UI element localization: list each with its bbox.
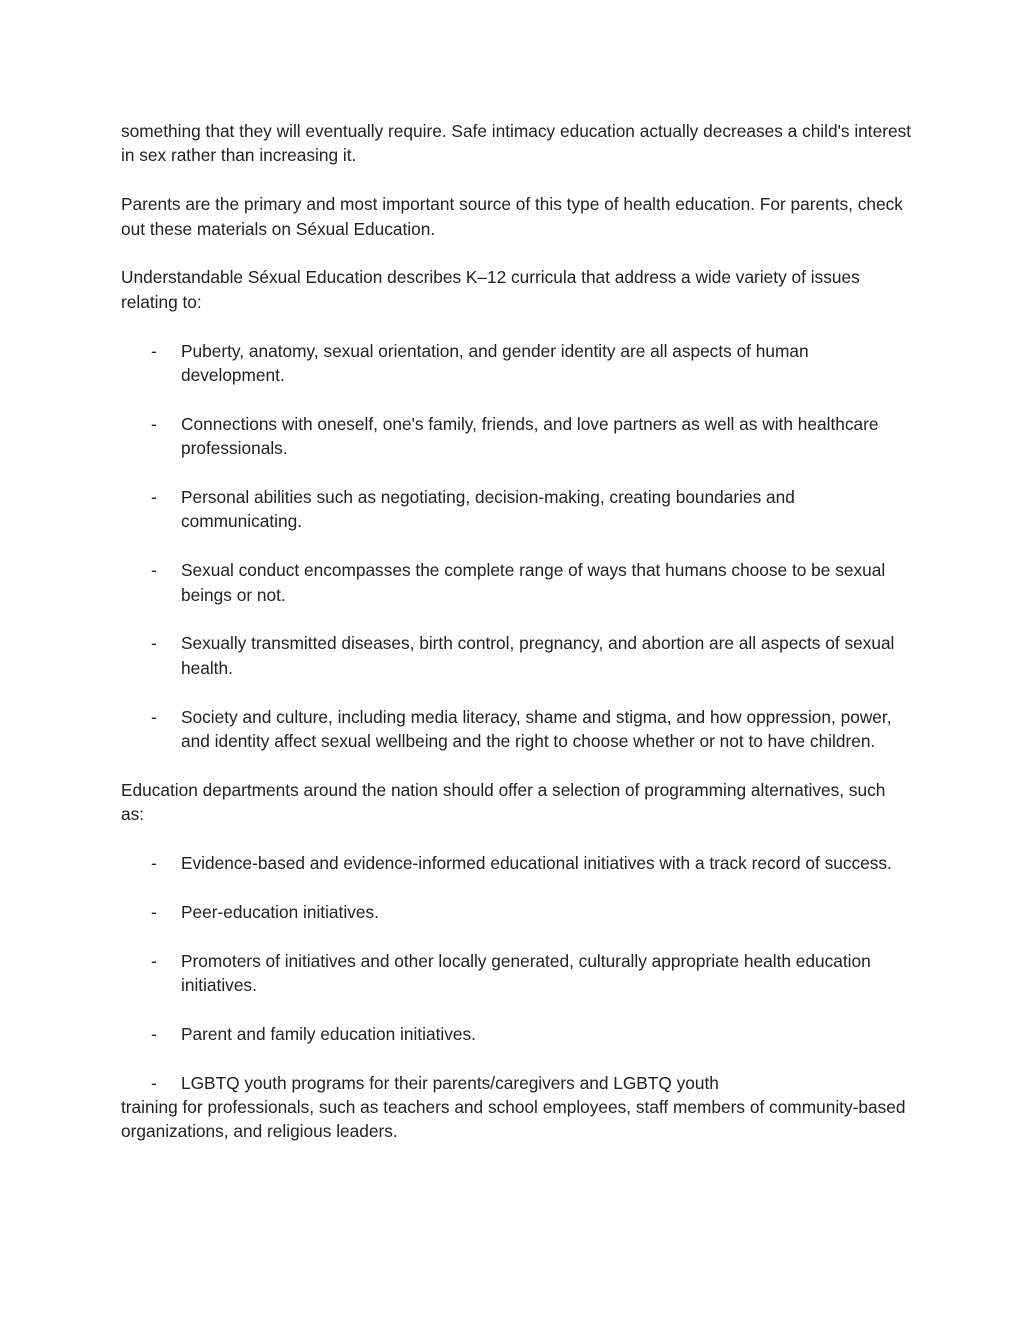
list-item-text: Peer-education initiatives.	[181, 901, 379, 922]
list-item-continuation: training for professionals, such as teachers and school employees, staff members of community-based organizations, and religious leaders.	[121, 1097, 906, 1142]
list-item	[121, 705, 911, 754]
bullet-dash: -	[151, 413, 157, 434]
issues-list	[121, 339, 911, 754]
programs-list	[121, 851, 911, 1046]
list-item-text: Puberty, anatomy, sexual orientation, and gender identity are all aspects of human development.	[181, 340, 809, 386]
bullet-dash: -	[151, 1072, 157, 1093]
list-item-text: Sexual conduct encompasses the complete range of ways that humans choose to be sexual beings or not.	[181, 560, 886, 605]
paragraph-parents-source: Parents are the primary and most important source of this type of health education. For parents, check out these materials on Séxual Education.	[121, 194, 903, 239]
bullet-dash: -	[151, 950, 157, 971]
paragraph-intro-continuation: something that they will eventually require. Safe intimacy education actually decreases a child's interest in sex rather than increasing it.	[121, 121, 912, 166]
bullet-dash: -	[151, 487, 157, 508]
list-item	[121, 339, 911, 388]
paragraph-curricula-intro: Understandable Séxual Education describes K–12 curricula that address a wide variety of issues relating to:	[121, 267, 860, 312]
list-item-text: Personal abilities such as negotiating, decision-making, creating boundaries and communicating.	[181, 487, 795, 532]
list-item	[121, 851, 911, 875]
list-item-text: Promoters of initiatives and other locally generated, culturally appropriate health education initiatives.	[181, 950, 871, 996]
list-item	[121, 558, 911, 607]
bullet-dash: -	[151, 853, 157, 874]
document-page	[121, 119, 911, 1144]
list-item-first-line: LGBTQ youth programs for their parents/caregivers and LGBTQ youth	[181, 1072, 719, 1093]
list-item	[121, 485, 911, 534]
list-item-text: Parent and family education initiatives.	[181, 1023, 476, 1044]
bullet-dash: -	[151, 340, 157, 361]
list-item	[121, 412, 911, 461]
list-item-text: Sexually transmitted diseases, birth control, pregnancy, and abortion are all aspects of sexual health.	[181, 633, 895, 678]
paragraph-programming-intro: Education departments around the nation should offer a selection of programming alternatives, such as:	[121, 779, 886, 825]
list-item-text: Society and culture, including media literacy, shame and stigma, and how oppression, power, and identity affect sexual wellbeing and the right to choose whether or not to have children.	[181, 706, 892, 752]
list-item	[121, 1022, 911, 1046]
list-item	[121, 900, 911, 924]
list-item-text: Connections with oneself, one's family, friends, and love partners as well as with healthcare professionals.	[181, 413, 879, 459]
list-item-text: Evidence-based and evidence-informed educational initiatives with a track record of success.	[181, 853, 892, 874]
list-item-lgbtq-programs	[121, 1071, 911, 1144]
list-item	[121, 949, 911, 998]
bullet-dash: -	[151, 633, 157, 654]
bullet-dash: -	[151, 560, 157, 581]
bullet-dash: -	[151, 706, 157, 727]
list-item	[121, 631, 911, 680]
bullet-dash: -	[151, 1023, 157, 1044]
bullet-dash: -	[151, 901, 157, 922]
